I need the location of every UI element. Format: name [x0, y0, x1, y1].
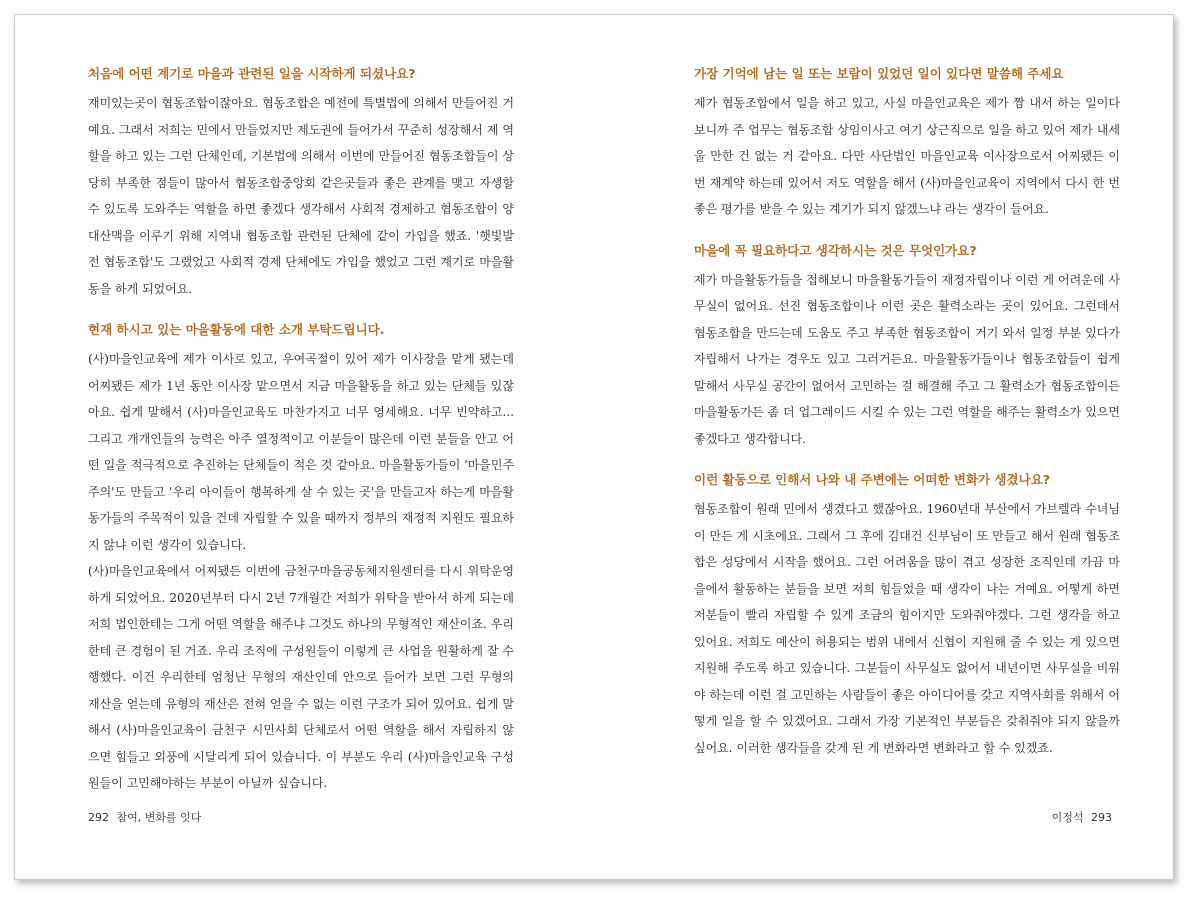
right-footer: [1048, 809, 1112, 825]
answer-paragraph: (사)마을인교육에서 어찌됐든 이번에 금천구마을공동체지원센터를 다시 위탁운영하게 되었어요. 2020년부터 다시 2년 7개월간 저희가 위탁을 받아서 하게 되는데 저희 법인한테는 그게 어떤 역할을 해주냐 그것도 하나의 무형적인 재산이죠. 우리한테 큰 경험이 된 거죠. 우리 조직에 구성원들이 이렇게 큰 사업을 원활하게 잘 수행했다. 이건 우리한테 엄청난 무형의 재산인데 안으로 들어가 보면 그런 무형의 재산을 얻는데 유형의 재산은 전혀 얻을 수 없는 이런 구조가 되어 있어요. 쉽게 말해서 (사)마을인교육이 금천구 시민사회 단체로서 어떤 역할을 해서 자립하지 않으면 힘들고 외풍에 시달리게 되어 있습니다. 이 부분도 우리 (사)마을인교육 구성원들이 고민해야하는 부분이 아닐까 싶습니다.: [88, 564, 514, 790]
interview-section: [88, 318, 514, 797]
answer-paragraph: 협동조합이 원래 민에서 생겼다고 했잖아요. 1960년대 부산에서 가브렐라 수녀님이 만든 게 시초에요. 그래서 그 후에 김대건 신부님이 또 만들고 해서 원래 협동조합은 성당에서 시작을 했어요. 그런 어려움을 많이 겪고 성장한 조직인데 가끔 마을에서 활동하는 분들을 보면 저희 힘들었을 때 생각이 나는 거예요. 어떻게 하면 저분들이 빨리 자립할 수 있게 조금의 힘이지만 도와줘야겠다. 그런 생각을 하고 있어요. 저희도 예산이 허용되는 범위 내에서 신협이 지원해 줄 수 있는 게 있으면 지원해 주도록 하고 있습니다. 그분들이 사무실도 없어서 내년이면 사무실을 비워야 하는데 이런 걸 고민하는 사람들이 좋은 아이디어를 갖고 지역사회를 위해서 어떻게 일을 할 수 있겠어요. 그래서 가장 기본적인 부분들은 갖춰줘야 되지 않을까 싶어요. 이러한 생각들을 갖게 된 게 변화라면 변화라고 할 수 있겠죠.: [694, 502, 1120, 755]
interview-section: [694, 239, 1120, 453]
section-question: 이런 활동으로 인해서 나와 내 주변에는 어떠한 변화가 생겼나요?: [694, 472, 1051, 487]
answer-paragraph: (사)마을인교육에 제가 이사로 있고, 우여곡절이 있어 제가 이사장을 맡게 됐는데 어찌됐든 제가 1년 동안 이사장 맡으면서 지금 마을활동을 하고 있는 단체들 있잖아요. 쉽게 말해서 (사)마을인교육도 마찬가지고 너무 영세해요. 너무 빈약하고... 그리고 개개인들의 능력은 아주 열정적이고 이분들이 많은데 이런 분들을 안고 어떤 일을 적극적으로 추진하는 단체들이 적은 것 같아요. 마을활동가들이 '마을민주주의'도 만들고 '우리 아이들이 행복하게 살 수 있는 곳'을 만들고자 하는게 마을활동가들의 주목적이 있을 건데 자립할 수 있을 때까지 정부의 재정적 지원도 필요하지 않냐 이런 생각이 있습니다.: [88, 352, 514, 552]
left-footer: [88, 809, 205, 825]
section-question: 처음에 어떤 계기로 마을과 관련된 일을 시작하게 되셨나요?: [88, 66, 416, 81]
section-question: 현재 하시고 있는 마을활동에 대한 소개 부탁드립니다.: [88, 322, 385, 337]
interview-section: [694, 62, 1120, 223]
running-title: 참여, 변화를 잇다: [116, 811, 202, 824]
interview-section: [694, 468, 1120, 761]
section-question: 마을에 꼭 필요하다고 생각하시는 것은 무엇인가요?: [694, 242, 977, 258]
left-page: [88, 62, 514, 797]
answer-paragraph: 제가 마을활동가들을 접해보니 마을활동가들이 재정자립이나 이런 게 어려운데 사무실이 없어요. 선진 협동조합이나 이런 곳은 활력소라는 곳이 있어요. 그런데서 협동조합을 만드는데 도움도 주고 부족한 협동조합이 거기 와서 일정 부분 있다가 자립해서 나가는 경우도 있고 그러거든요. 마을활동가들이나 협동조합들이 쉽게 말해서 사무실 공간이 없어서 고민하는 걸 해결해 주고 그 활력소가 협동조합이든 마을활동가든 좀 더 업그레이드 시킬 수 있는 그런 역할을 해주는 활력소가 있으면 좋겠다고 생각합니다.: [694, 272, 1120, 446]
right-page: [694, 62, 1120, 761]
page-number: 292: [88, 811, 109, 824]
answer-paragraph: 재미있는곳이 협동조합이잖아요. 협동조합은 예전에 특별법에 의해서 만들어진 거예요. 그래서 저희는 민에서 만들었지만 제도권에 들어가서 꾸준히 성장해서 제 역할을 하고 있는 그런 단체인데, 기본법에 의해서 이번에 만들어진 협동조합들이 상당히 부족한 점들이 많아서 협동조합중앙회 같은곳들과 좋은 관계를 맺고 자생할 수 있도록 도와주는 역할을 하면 좋겠다 생각해서 사회적 경제하고 협동조합이 양대산맥을 이루기 위해 지역내 협동조합 관련된 단체에 같이 가입을 했죠. '햇빛발전 협동조합'도 그랬었고 사회적 경제 단체에도 가입을 했었고 그런 계기로 마을활동을 하게 되었어요.: [88, 96, 514, 296]
page-number: 293: [1091, 811, 1112, 824]
answer-paragraph: 제가 협동조합에서 일을 하고 있고, 사실 마을인교육은 제가 짬 내서 하는 일이다 보니까 주 업무는 협동조합 상임이사고 여기 상근직으로 일을 하고 있어 제가 내세울 만한 건 없는 거 같아요. 다만 사단법인 마을인교육 이사장으로서 어찌됐든 이번 재계약 하는데 있어서 저도 역할을 해서 (사)마을인교육이 지역에서 다시 한 번 좋은 평가를 받을 수 있는 계기가 되지 않겠느냐 라는 생각이 들어요.: [694, 96, 1120, 216]
author-name: 이정석: [1051, 811, 1084, 824]
section-question: 가장 기억에 남는 일 또는 보람이 있었던 일이 있다면 말씀해 주세요: [694, 66, 1064, 81]
interview-section: [88, 62, 514, 302]
